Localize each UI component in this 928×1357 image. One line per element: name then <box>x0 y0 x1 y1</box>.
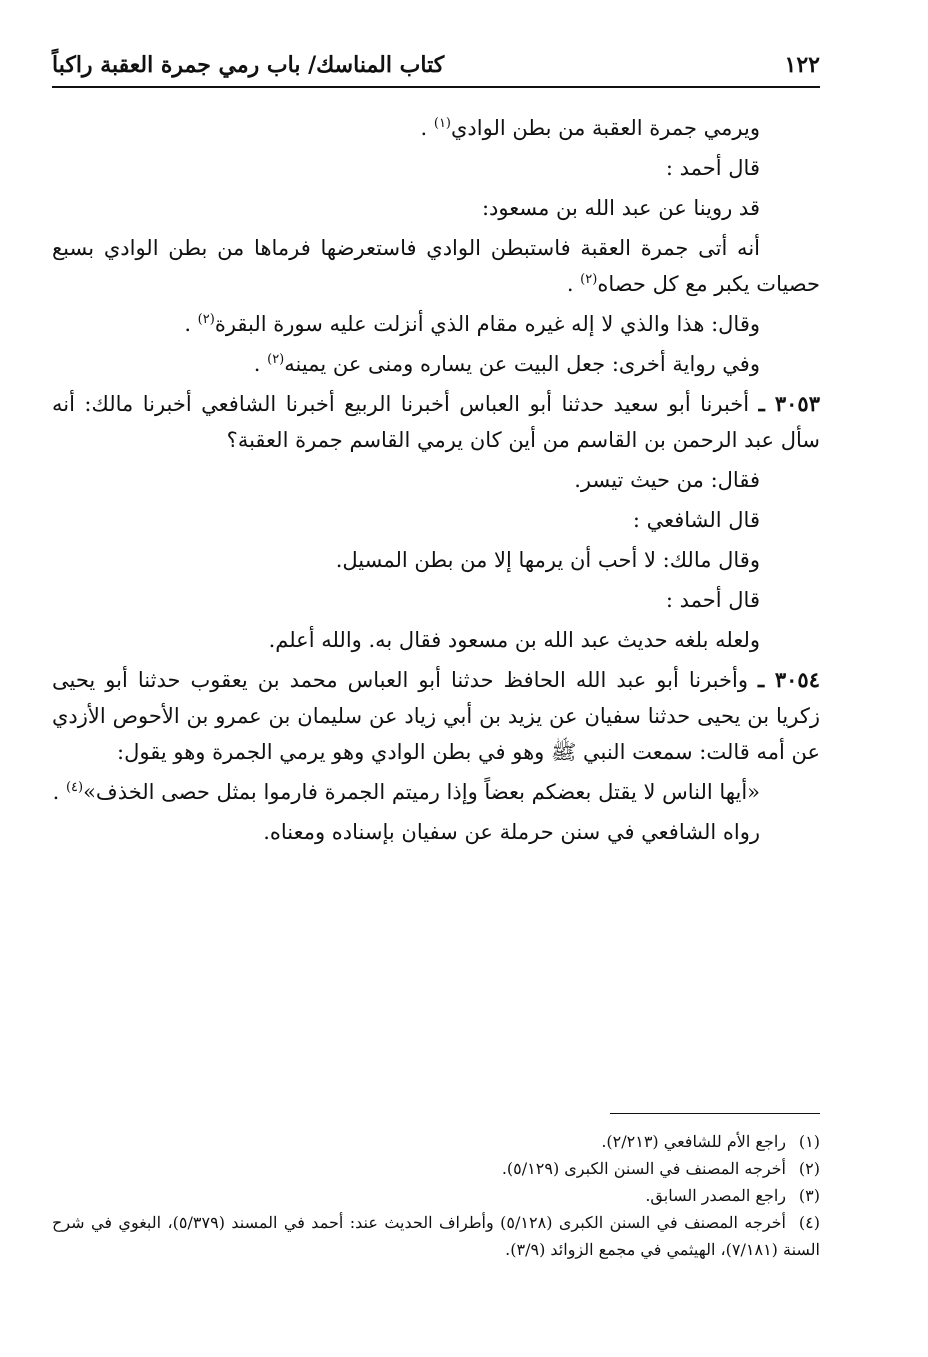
footnote-ref: (٢) <box>267 352 285 367</box>
paragraph-text: ولعله بلغه حديث عبد الله بن مسعود فقال به. والله أعلم. <box>268 628 760 652</box>
paragraph-text: وقال: هذا والذي لا إله غيره مقام الذي أنزلت عليه سورة البقرة <box>214 312 760 336</box>
paragraph-end: . <box>184 312 198 336</box>
footnote-text: راجع الأم للشافعي (٢/٢١٣). <box>601 1132 786 1151</box>
footnote-text: أخرجه المصنف في السنن الكبرى (٥/١٢٩). <box>501 1159 786 1178</box>
paragraph <box>52 110 820 146</box>
paragraph <box>52 502 820 538</box>
paragraph <box>52 306 820 342</box>
hadith-number: ٣٠٥٤ ـ <box>758 667 820 692</box>
paragraph-text: قال أحمد : <box>665 588 760 612</box>
footnote-separator <box>610 1113 820 1114</box>
paragraph-text: ويرمي جمرة العقبة من بطن الوادي <box>451 116 760 140</box>
footnote-number: (١) <box>798 1132 820 1151</box>
header-rule <box>52 86 820 88</box>
footnote-number: (٣) <box>798 1186 820 1205</box>
paragraph <box>52 190 820 226</box>
paragraph <box>52 462 820 498</box>
footnote <box>52 1209 820 1263</box>
paragraph-text: أنه أتى جمرة العقبة فاستبطن الوادي فاستعرضها فرماها من بطن الوادي بسبع حصيات يكبر مع كل حصاه <box>52 236 820 296</box>
footnote-ref: (٤) <box>65 780 84 795</box>
footnote-ref: (٢) <box>197 312 215 327</box>
footnote-number: (٢) <box>798 1159 820 1178</box>
page-number: ١٢٢ <box>784 52 820 78</box>
paragraph-end: . <box>420 116 434 140</box>
hadith-paragraph <box>52 662 820 770</box>
footnote-number: (٤) <box>798 1213 821 1232</box>
paragraph-text: وأخبرنا أبو عبد الله الحافظ حدثنا أبو العباس محمد بن يعقوب حدثنا أبو يحيى زكريا بن يحيى حدثنا سفيان عن يزيد بن أبي زياد عن سليمان بن عمرو بن الأحوص الأزدي عن أمه قالت: سمعت النبي ﷺ وهو في بطن الوادي وهو يرمي الجمرة وهو يقول: <box>52 668 820 764</box>
paragraph <box>52 774 820 810</box>
paragraph-end: . <box>253 352 268 376</box>
paragraph-text: فقال: من حيث تيسر. <box>574 468 760 492</box>
paragraph-text: «أيها الناس لا يقتل بعضكم بعضاً وإذا رميتم الجمرة فارموا بمثل حصى الخذف» <box>83 780 760 804</box>
footnote-ref: (١) <box>433 116 451 131</box>
footnote <box>52 1182 820 1209</box>
paragraph-end: . <box>566 272 581 296</box>
paragraph <box>52 150 820 186</box>
paragraph-end: . <box>52 780 66 804</box>
footnote <box>52 1155 820 1182</box>
paragraph <box>52 582 820 618</box>
paragraph <box>52 814 820 850</box>
paragraph-text: وقال مالك: لا أحب أن يرمها إلا من بطن المسيل. <box>335 548 760 572</box>
paragraph-text: قال الشافعي : <box>632 508 760 532</box>
footnote <box>52 1128 820 1155</box>
main-text <box>52 110 820 854</box>
paragraph <box>52 622 820 658</box>
hadith-number: ٣٠٥٣ ـ <box>758 391 820 416</box>
paragraph <box>52 542 820 578</box>
footnotes <box>52 1128 820 1263</box>
paragraph <box>52 230 820 302</box>
paragraph-text: قد روينا عن عبد الله بن مسعود: <box>481 196 760 220</box>
paragraph-text: أخبرنا أبو سعيد حدثنا أبو العباس أخبرنا الربيع أخبرنا الشافعي أخبرنا مالك: أنه سأل عبد الرحمن بن القاسم من أين كان يرمي القاسم جمرة العقبة؟ <box>52 392 820 452</box>
paragraph-text: قال أحمد : <box>665 156 760 180</box>
footnote-ref: (٢) <box>580 272 598 287</box>
hadith-paragraph <box>52 386 820 458</box>
footnote-text: أخرجه المصنف في السنن الكبرى (٥/١٢٨) وأطراف الحديث عند: أحمد في المسند (٥/٣٧٩)، البغوي في شرح السنة (٧/١٨١)، الهيثمي في مجمع الزوائد (٣/٩). <box>52 1213 820 1259</box>
paragraph-text: رواه الشافعي في سنن حرملة عن سفيان بإسناده ومعناه. <box>263 820 760 844</box>
paragraph-text: وفي رواية أخرى: جعل البيت عن يساره ومنى عن يمينه <box>284 352 760 376</box>
footnote-text: راجع المصدر السابق. <box>645 1186 786 1205</box>
running-title: كتاب المناسك/ باب رمي جمرة العقبة راكباً <box>52 52 445 78</box>
page-header <box>52 40 820 78</box>
paragraph <box>52 346 820 382</box>
